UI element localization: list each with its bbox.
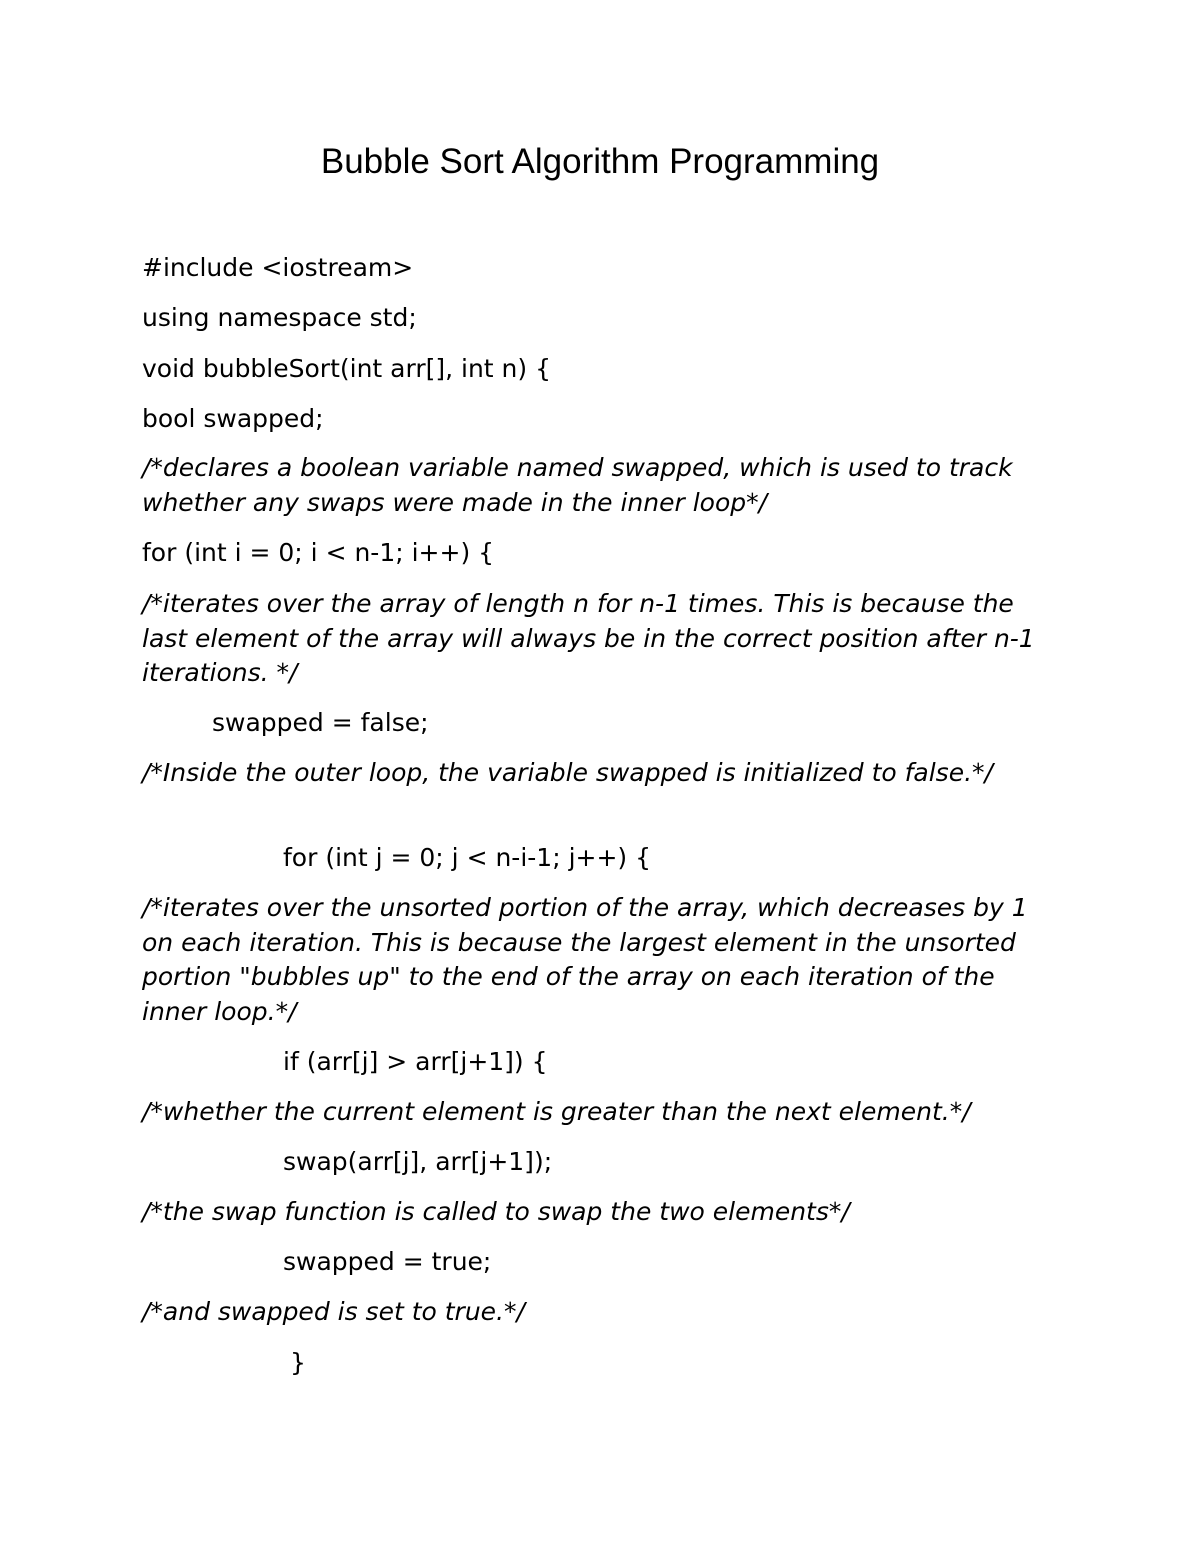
code-line-swap-call: swap(arr[j], arr[j+1]); — [283, 1147, 553, 1176]
comment-swapped-declaration: /*declares a boolean variable named swapped, which is used to track whether any swaps were made in the inner loop*/ — [142, 453, 1013, 517]
code-line-closing-brace: } — [290, 1348, 306, 1377]
code-line-outer-loop: for (int i = 0; i < n-1; i++) { — [142, 538, 495, 567]
code-line-swapped-true: swapped = true; — [283, 1247, 492, 1276]
comment-inner-loop: /*iterates over the unsorted portion of the array, which decreases by 1 on each iteration. This is because the largest element in the unsorted portion "bubbles up" to the end of the array on each iteration of the inner loop.*/ — [142, 893, 1028, 1026]
comment-swapped-false: /*Inside the outer loop, the variable swapped is initialized to false.*/ — [142, 758, 993, 787]
code-line-function-signature: void bubbleSort(int arr[], int n) { — [142, 354, 551, 383]
document-title: Bubble Sort Algorithm Programming — [320, 142, 880, 181]
comment-if-compare: /*whether the current element is greater than the next element.*/ — [142, 1097, 971, 1126]
comment-outer-loop: /*iterates over the array of length n for n-1 times. This is because the last element of the array will always be in the correct position after n-1 iterations. */ — [142, 589, 1035, 687]
code-line-swapped-declaration: bool swapped; — [142, 404, 324, 433]
code-line-include: #include <iostream> — [142, 253, 414, 282]
code-line-inner-loop: for (int j = 0; j < n-i-1; j++) { — [283, 843, 652, 872]
code-line-swapped-false: swapped = false; — [212, 708, 429, 737]
code-line-namespace: using namespace std; — [142, 303, 417, 332]
code-line-if-compare: if (arr[j] > arr[j+1]) { — [283, 1047, 548, 1076]
comment-swap-call: /*the swap function is called to swap the two elements*/ — [142, 1197, 850, 1226]
comment-swapped-true: /*and swapped is set to true.*/ — [142, 1297, 525, 1326]
